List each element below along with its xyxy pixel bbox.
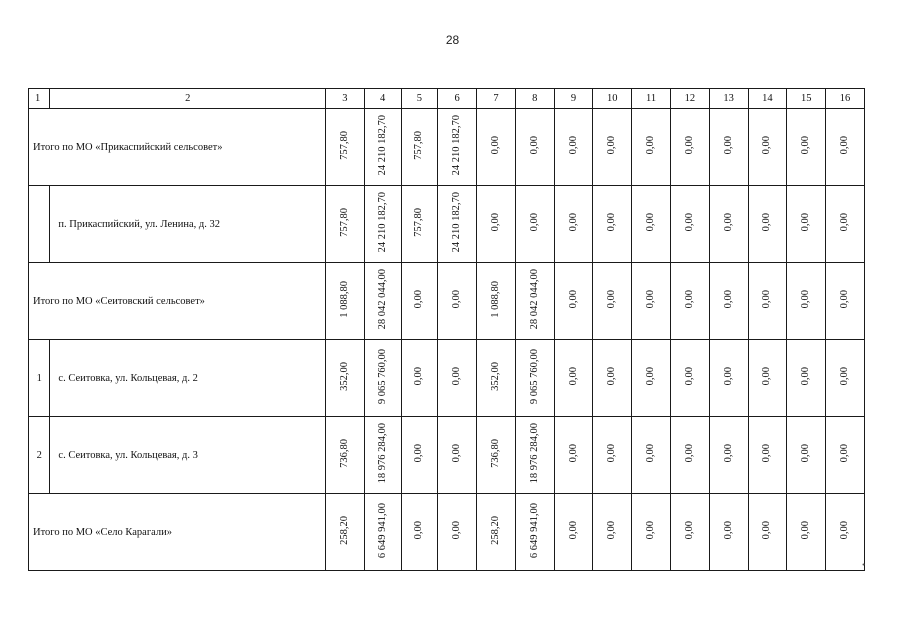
value-text: 0,00 [800,444,812,463]
value-text: 0,00 [722,367,734,386]
value-text: 0,00 [839,367,851,386]
value-text: 0,00 [528,213,540,232]
value-cell-col-12 [670,340,709,417]
value-text: 0,00 [645,367,657,386]
value-cell-col-14 [748,109,787,186]
row-label: п. Прикаспийский, ул. Ленина, д. 32 [50,186,326,263]
value-text: 0,00 [413,521,425,540]
value-text: 757,80 [338,208,350,237]
value-text: 0,00 [645,136,657,155]
value-cell-col-10 [593,186,632,263]
value-text: 0,00 [567,444,579,463]
value-text: 24 210 182,70 [376,115,388,176]
value-text: 0,00 [645,521,657,540]
header-cell-8: 8 [515,89,554,109]
value-cell-col-12 [670,263,709,340]
value-cell-col-8 [515,417,554,494]
value-text: 0,00 [451,367,463,386]
item-row [29,340,865,417]
value-text: 0,00 [761,136,773,155]
value-cell-col-8 [515,109,554,186]
value-cell-col-14 [748,186,787,263]
value-cell-col-5 [401,186,438,263]
value-cell-col-10 [593,494,632,571]
value-cell-col-15 [787,340,826,417]
header-cell-14: 14 [748,89,787,109]
value-text: 352,00 [489,362,501,391]
value-cell-col-6 [438,109,477,186]
row-index: 2 [29,417,50,494]
value-text: 24 210 182,70 [451,192,463,253]
value-cell-col-9 [554,109,593,186]
value-cell-col-9 [554,417,593,494]
row-index: 1 [29,340,50,417]
value-cell-col-13 [709,109,748,186]
value-text: 0,00 [839,213,851,232]
value-cell-col-12 [670,494,709,571]
value-text: 757,80 [413,208,425,237]
value-text: 0,00 [761,367,773,386]
value-text: 0,00 [645,213,657,232]
value-text: 0,00 [761,444,773,463]
value-text: 28 042 044,00 [376,269,388,330]
value-cell-col-12 [670,186,709,263]
value-cell-col-5 [401,109,438,186]
value-cell-col-5 [401,494,438,571]
value-text: 0,00 [839,290,851,309]
value-text: 1 088,80 [338,281,350,318]
header-cell-13: 13 [709,89,748,109]
value-cell-col-9 [554,263,593,340]
value-text: 258,20 [338,516,350,545]
value-text: 18 976 284,00 [376,423,388,484]
value-text: 0,00 [722,521,734,540]
value-cell-col-11 [632,186,671,263]
value-cell-col-16 [826,186,865,263]
row-label: Итого по МО «Прикаспийский сельсовет» [29,109,326,186]
total-row [29,109,865,186]
value-cell-col-15 [787,186,826,263]
value-text: 24 210 182,70 [451,115,463,176]
value-text: 757,80 [413,131,425,160]
value-text: 757,80 [338,131,350,160]
header-cell-5: 5 [401,89,438,109]
value-cell-col-9 [554,186,593,263]
value-cell-col-8 [515,263,554,340]
value-text: 1 088,80 [489,281,501,318]
row-label: с. Сеитовка, ул. Кольцевая, д. 3 [50,417,326,494]
value-cell-col-3 [326,186,365,263]
value-text: 6 649 941,00 [528,502,540,559]
value-text: 0,00 [413,367,425,386]
value-text: 0,00 [451,444,463,463]
value-text: 0,00 [567,367,579,386]
value-text: 0,00 [839,521,851,540]
value-cell-col-7 [477,494,516,571]
value-cell-col-13 [709,340,748,417]
value-cell-col-12 [670,109,709,186]
value-text: 28 042 044,00 [528,269,540,330]
value-cell-col-8 [515,494,554,571]
value-text: 0,00 [606,444,618,463]
value-cell-col-14 [748,494,787,571]
value-text: 0,00 [606,136,618,155]
header-cell-1: 1 [29,89,50,109]
value-text: 0,00 [722,290,734,309]
header-cell-6: 6 [438,89,477,109]
value-cell-col-4 [364,263,401,340]
value-text: 0,00 [567,136,579,155]
total-row [29,494,865,571]
value-cell-col-8 [515,340,554,417]
item-row [29,417,865,494]
value-cell-col-7 [477,340,516,417]
value-cell-col-13 [709,186,748,263]
value-cell-col-15 [787,417,826,494]
value-cell-col-5 [401,340,438,417]
value-text: 0,00 [528,136,540,155]
row-label: Итого по МО «Сеитовский сельсовет» [29,263,326,340]
value-cell-col-4 [364,417,401,494]
value-text: 0,00 [761,521,773,540]
value-cell-col-16 [826,417,865,494]
row-index [29,186,50,263]
value-cell-col-14 [748,340,787,417]
value-text: 0,00 [839,444,851,463]
value-text: 0,00 [413,444,425,463]
report-table [28,88,865,571]
value-cell-col-7 [477,109,516,186]
value-text: 0,00 [567,521,579,540]
value-cell-col-5 [401,417,438,494]
value-cell-col-7 [477,186,516,263]
value-cell-col-13 [709,417,748,494]
value-cell-col-15 [787,263,826,340]
value-text: 0,00 [645,444,657,463]
value-text: 0,00 [645,290,657,309]
value-text: 6 649 941,00 [376,502,388,559]
value-cell-col-11 [632,494,671,571]
header-cell-3: 3 [326,89,365,109]
value-cell-col-3 [326,494,365,571]
header-cell-4: 4 [364,89,401,109]
value-text: 736,80 [338,439,350,468]
value-text: 0,00 [489,213,501,232]
value-cell-col-3 [326,263,365,340]
value-cell-col-4 [364,186,401,263]
value-text: 0,00 [839,136,851,155]
value-cell-col-9 [554,340,593,417]
header-cell-7: 7 [477,89,516,109]
value-cell-col-15 [787,109,826,186]
total-row [29,263,865,340]
header-cell-11: 11 [632,89,671,109]
value-cell-col-13 [709,263,748,340]
value-text: 0,00 [800,290,812,309]
value-cell-col-4 [364,109,401,186]
value-cell-col-6 [438,494,477,571]
item-row [29,186,865,263]
value-text: 0,00 [489,136,501,155]
value-text: 0,00 [683,290,695,309]
value-cell-col-16 [826,340,865,417]
value-text: 258,20 [489,516,501,545]
value-cell-col-4 [364,340,401,417]
value-text: 0,00 [800,213,812,232]
value-cell-col-14 [748,417,787,494]
value-text: 0,00 [683,444,695,463]
value-cell-col-11 [632,417,671,494]
header-cell-10: 10 [593,89,632,109]
value-cell-col-14 [748,263,787,340]
value-cell-col-10 [593,417,632,494]
value-text: 0,00 [761,290,773,309]
value-cell-col-7 [477,417,516,494]
value-text: 0,00 [800,136,812,155]
value-text: 0,00 [606,290,618,309]
value-text: 0,00 [606,521,618,540]
value-cell-col-10 [593,109,632,186]
value-text: 9 065 760,00 [376,348,388,405]
header-cell-9: 9 [554,89,593,109]
value-cell-col-3 [326,417,365,494]
value-cell-col-10 [593,263,632,340]
value-cell-col-7 [477,263,516,340]
header-cell-12: 12 [670,89,709,109]
value-text: 0,00 [722,136,734,155]
row-label: Итого по МО «Село Карагали» [29,494,326,571]
header-cell-15: 15 [787,89,826,109]
page-number: 28 [445,33,460,47]
value-text: 0,00 [567,213,579,232]
header-cell-2: 2 [50,89,326,109]
header-row [29,89,865,109]
value-text: 24 210 182,70 [376,192,388,253]
value-text: 0,00 [683,213,695,232]
value-cell-col-15 [787,494,826,571]
value-text: 0,00 [800,521,812,540]
value-cell-col-9 [554,494,593,571]
value-text: 0,00 [722,444,734,463]
value-cell-col-16 [826,109,865,186]
header-cell-16: 16 [826,89,865,109]
value-cell-col-13 [709,494,748,571]
value-cell-col-12 [670,417,709,494]
value-text: 0,00 [683,521,695,540]
value-cell-col-11 [632,263,671,340]
value-cell-col-6 [438,263,477,340]
value-text: 18 976 284,00 [528,423,540,484]
value-cell-col-5 [401,263,438,340]
value-text: 0,00 [722,213,734,232]
row-label: с. Сеитовка, ул. Кольцевая, д. 2 [50,340,326,417]
value-text: 0,00 [413,290,425,309]
value-text: 0,00 [606,367,618,386]
value-text: 0,00 [761,213,773,232]
value-text: 0,00 [800,367,812,386]
value-text: 0,00 [683,136,695,155]
value-text: 0,00 [683,367,695,386]
value-cell-col-8 [515,186,554,263]
value-cell-col-10 [593,340,632,417]
value-cell-col-6 [438,340,477,417]
value-cell-col-6 [438,186,477,263]
scan-mark-icon [862,563,865,566]
value-text: 0,00 [451,290,463,309]
value-cell-col-11 [632,109,671,186]
value-text: 0,00 [606,213,618,232]
value-text: 352,00 [338,362,350,391]
value-cell-col-4 [364,494,401,571]
value-cell-col-16 [826,263,865,340]
value-cell-col-3 [326,340,365,417]
value-text: 736,80 [489,439,501,468]
value-cell-col-16 [826,494,865,571]
value-text: 9 065 760,00 [528,348,540,405]
value-text: 0,00 [567,290,579,309]
value-cell-col-6 [438,417,477,494]
value-cell-col-3 [326,109,365,186]
value-cell-col-11 [632,340,671,417]
value-text: 0,00 [451,521,463,540]
